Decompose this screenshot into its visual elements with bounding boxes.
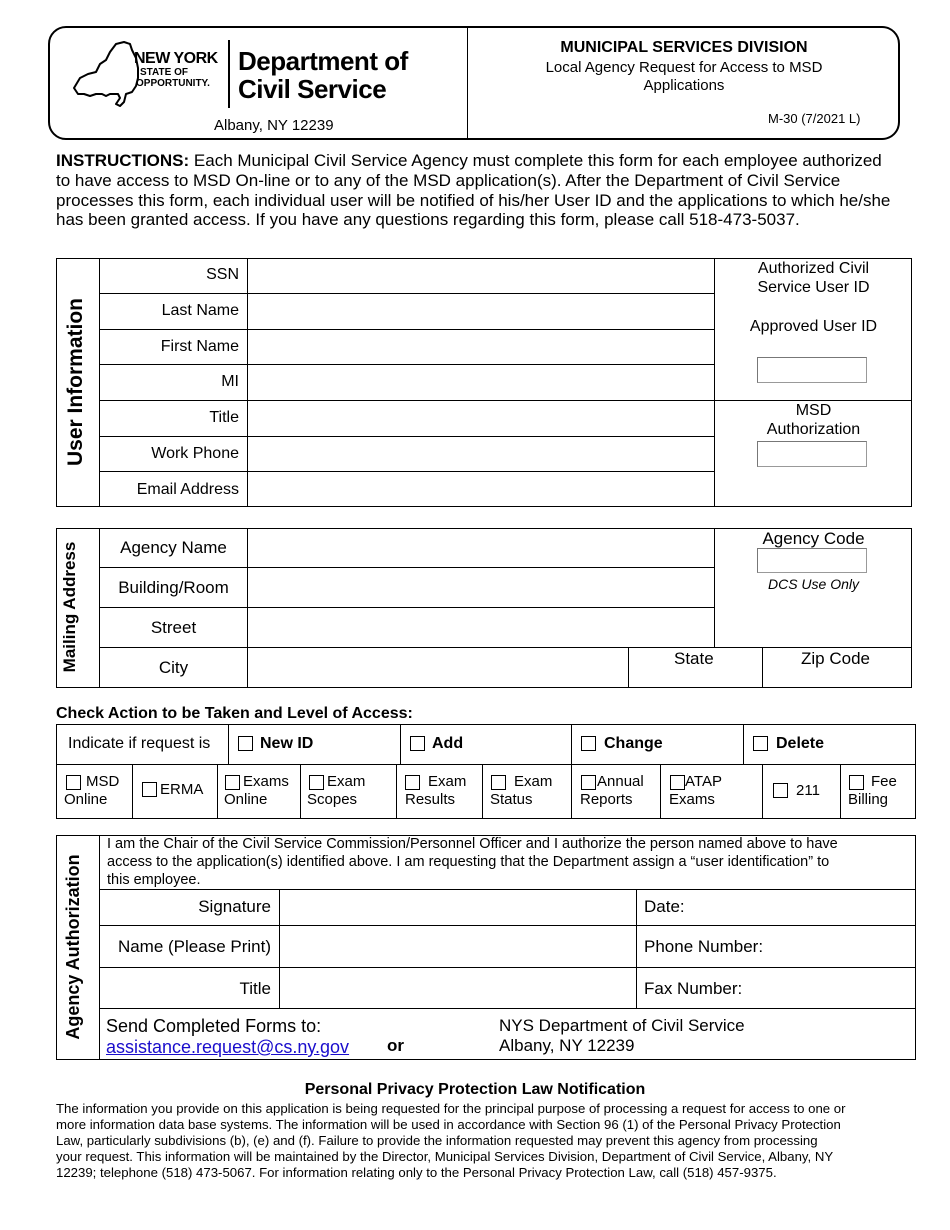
header-city: Albany, NY 12239 <box>214 117 334 134</box>
last-name-label: Last Name <box>161 302 239 319</box>
state-label: State <box>674 649 714 668</box>
title-label: Title <box>209 409 239 426</box>
assistance-email-link[interactable]: assistance.request@cs.ny.gov <box>106 1037 350 1057</box>
ssn-input[interactable] <box>248 259 713 292</box>
action-heading: Check Action to be Taken and Level of Access: <box>56 705 413 722</box>
211-label: 211 <box>796 782 820 799</box>
agency-code-label: Agency Code <box>762 529 865 548</box>
dcs-use-only-note: DCS Use Only <box>767 576 860 592</box>
signature-label: Signature <box>198 897 271 916</box>
exam-scopes-label-line1: Exam <box>327 773 366 790</box>
authorized-user-id-line1: Authorized Civil <box>757 260 870 277</box>
logo-line2: STATE OF <box>140 67 188 78</box>
exams-online-checkbox[interactable] <box>225 775 240 790</box>
or-label: or <box>387 1036 404 1055</box>
instructions-line1: INSTRUCTIONS: Each Municipal Civil Service Agency must complete this form for each employee authorized <box>56 151 882 170</box>
work-phone-label: Work Phone <box>151 445 239 462</box>
agency-authorization-section-title: Agency Authorization <box>63 854 83 1040</box>
fee-billing-label-line1: Fee <box>871 773 897 790</box>
department-title-line2: Civil Service <box>238 74 387 104</box>
send-forms-label: Send Completed Forms to: <box>106 1016 322 1036</box>
brand-divider <box>228 40 230 108</box>
street-input[interactable] <box>248 608 713 646</box>
mi-input[interactable] <box>248 365 713 399</box>
mailing-address-line2: Albany, NY 12239 <box>499 1036 635 1055</box>
email-address-input[interactable] <box>248 472 713 506</box>
delete-label: Delete <box>776 735 825 752</box>
fee-billing-label-line2: Billing <box>848 791 889 808</box>
building-room-label: Building/Room <box>118 578 229 597</box>
exam-status-label-line2: Status <box>490 791 533 808</box>
city-label: City <box>158 658 189 677</box>
atap-exams-label-line1: ATAP <box>685 773 722 790</box>
instructions-line2: to have access to MSD On-line or to any of the MSD application(s). After the Department of Civil Service <box>56 171 841 190</box>
agency-name-label: Agency Name <box>120 538 227 557</box>
email-address-label: Email Address <box>136 481 239 498</box>
street-label: Street <box>150 618 197 637</box>
logo-line1: NEW YORK <box>134 50 218 67</box>
privacy-line5: 12239; telephone (518) 473-5067. For information relating only to the Personal Privacy Protection Law, call (518) 457-9375. <box>56 1165 777 1180</box>
privacy-line2: more information data base systems. The information will be used in accordance with Section 96 (1) of the Personal Privacy Protection <box>56 1117 841 1132</box>
authorization-statement-line1: I am the Chair of the Civil Service Commission/Personnel Officer and I authorize the person named above to have <box>107 836 838 852</box>
exam-results-label-line2: Results <box>405 791 456 808</box>
division-title: MUNICIPAL SERVICES DIVISION <box>560 39 808 56</box>
exam-results-checkbox[interactable] <box>405 775 420 790</box>
agency-code-input[interactable] <box>757 548 867 573</box>
exam-status-label-line1: Exam <box>514 773 553 790</box>
ssn-label: SSN <box>206 266 239 283</box>
logo-line3: OPPORTUNITY. <box>136 78 210 89</box>
mi-label: MI <box>221 373 239 390</box>
erma-checkbox[interactable] <box>142 782 157 797</box>
approved-user-id-label: Approved User ID <box>749 318 878 335</box>
mailing-address-section-title: Mailing Address <box>60 541 79 673</box>
auth-title-label: Title <box>239 979 271 998</box>
change-checkbox[interactable] <box>581 736 596 751</box>
form-code: M-30 (7/2021 L) <box>768 111 861 126</box>
exams-online-label-line1: Exams <box>243 773 289 790</box>
auth-title-input[interactable] <box>280 968 635 1007</box>
first-name-input[interactable] <box>248 330 713 363</box>
msd-authorization-input[interactable] <box>757 441 867 467</box>
authorization-statement-line2: access to the application(s) identified above. I am requesting that the Department assign a “user identification” to <box>107 854 830 870</box>
work-phone-input[interactable] <box>248 437 713 470</box>
new-id-checkbox[interactable] <box>238 736 253 751</box>
instructions-label: INSTRUCTIONS: <box>56 151 190 170</box>
building-room-input[interactable] <box>248 568 713 606</box>
msd-online-checkbox[interactable] <box>66 775 81 790</box>
privacy-line4: your request. This information will be maintained by the Director, Municipal Services Division, Department of Civil Service, Albany, NY <box>56 1149 834 1164</box>
erma-label: ERMA <box>160 781 204 798</box>
msd-authorization-line2: Authorization <box>766 421 861 438</box>
delete-checkbox[interactable] <box>753 736 768 751</box>
new-id-label: New ID <box>260 735 314 752</box>
signature-input[interactable] <box>280 890 635 924</box>
name-print-input[interactable] <box>280 926 635 966</box>
atap-exams-checkbox[interactable] <box>670 775 685 790</box>
zip-code-label: Zip Code <box>801 649 870 668</box>
title-input[interactable] <box>248 401 713 435</box>
agency-name-input[interactable] <box>248 529 713 566</box>
privacy-title: Personal Privacy Protection Law Notification <box>304 1081 646 1098</box>
exam-results-label-line1: Exam <box>428 773 467 790</box>
first-name-label: First Name <box>160 338 239 355</box>
exam-scopes-label-line2: Scopes <box>307 791 358 808</box>
fax-number-label: Fax Number: <box>644 979 743 998</box>
authorization-statement-line3: this employee. <box>107 872 201 888</box>
atap-exams-label-line2: Exams <box>669 791 715 808</box>
new-york-state-map-icon <box>66 38 146 110</box>
privacy-line3: Law, particularly subdivisions (b), (e) and (f). Failure to provide the information requested may prevent this agency from processing <box>56 1133 818 1148</box>
msd-online-label-line2: Online <box>64 791 108 808</box>
phone-number-label: Phone Number: <box>644 937 764 956</box>
instructions-line3: processes this form, each individual user will be notified of his/her User ID and the applications to which he/she <box>56 191 891 210</box>
exam-status-checkbox[interactable] <box>491 775 506 790</box>
last-name-input[interactable] <box>248 294 713 328</box>
city-input[interactable] <box>248 648 627 687</box>
msd-authorization-line1: MSD <box>795 402 832 419</box>
change-label: Change <box>604 735 663 752</box>
exam-scopes-checkbox[interactable] <box>309 775 324 790</box>
211-checkbox[interactable] <box>773 783 788 798</box>
authorized-user-id-line2: Service User ID <box>757 279 870 296</box>
fee-billing-checkbox[interactable] <box>849 775 864 790</box>
approved-user-id-input[interactable] <box>757 357 867 383</box>
form-subtitle-line2: Applications <box>643 77 725 94</box>
annual-reports-label-line1: Annual <box>597 773 644 790</box>
privacy-line1: The information you provide on this application is being requested for the principal purpose of processing a request for access to one or <box>56 1101 846 1116</box>
mailing-address-line1: NYS Department of Civil Service <box>499 1016 745 1035</box>
date-label: Date: <box>644 897 685 916</box>
user-info-section-title: User Information <box>64 297 87 467</box>
annual-reports-checkbox[interactable] <box>581 775 596 790</box>
department-title-line1: Department of <box>238 46 408 76</box>
instructions-line4: has been granted access. If you have any questions regarding this form, please call 518-473-5037. <box>56 210 800 229</box>
add-checkbox[interactable] <box>410 736 425 751</box>
name-print-label: Name (Please Print) <box>117 937 271 956</box>
annual-reports-label-line2: Reports <box>580 791 633 808</box>
indicate-request-label: Indicate if request is <box>68 735 211 752</box>
form-subtitle-line1: Local Agency Request for Access to MSD <box>545 59 823 76</box>
msd-online-label-line1: MSD <box>86 773 120 790</box>
add-label: Add <box>432 735 464 752</box>
exams-online-label-line2: Online <box>224 791 268 808</box>
